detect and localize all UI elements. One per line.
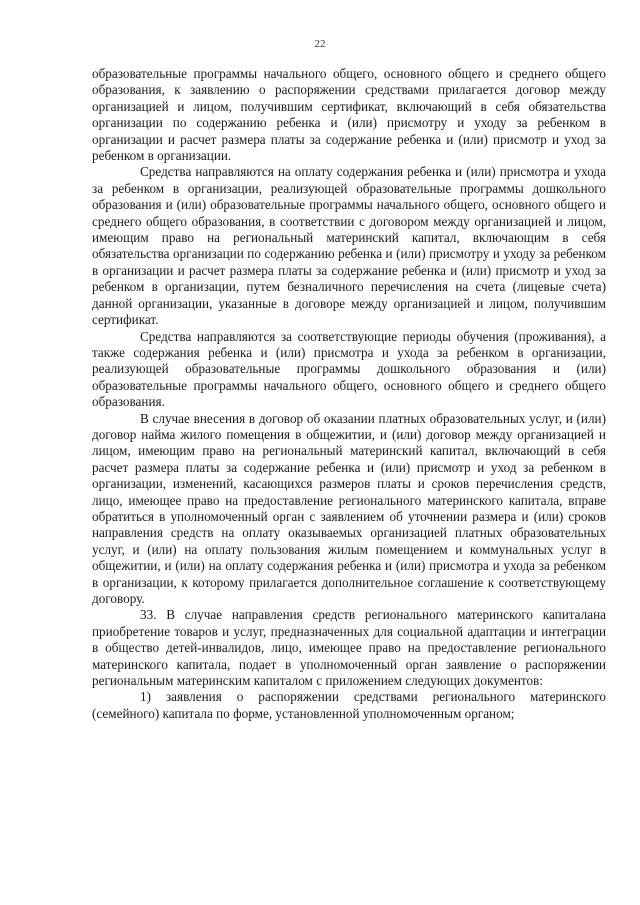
paragraph: В случае внесения в договор об оказании платных образовательных услуг, и (или) договор найма жилого помещения в общежитии, и (или) договор между организацией и лицом, имеющим право на региональный материнский капитал, включающий в себя расчет размера платы за содержание ребенка и (или) присмотр и уход за ребенком в организации, изменений, касающихся размеров платы и сроков перечисления средств, лицо, имеющее право на предоставление регионального материнского капитала, вправе обратиться в уполномоченный орган с заявлением об уточнении размера и (или) сроков направления средств на оплату оказываемых организацией платных образовательных услуг, и (или) на оплату пользования жилым помещением и коммунальных услуг в общежитии, и (или) на оплату содержания ребенка и (или) присмотра и ухода за ребенком в организации, к которому прилагается дополнительное соглашение к соответствующему договору.: [92, 410, 606, 606]
paragraph-continuation: образовательные программы начального общего, основного общего и среднего общего образования, к заявлению о распоряжении средствами прилагается договор между организацией и лицом, получившим сертификат, включающий в себя обязательства организации по содержанию ребенка и (или) присмотру и уходу за ребенком в организации и расчет размера платы за содержание ребенка и (или) присмотр и уход за ребенком в организации.: [92, 66, 606, 164]
paragraph: Средства направляются за соответствующие периоды обучения (проживания), а также содержания ребенка и (или) присмотра и ухода за ребенком в организации, реализующей образовательные программы дошкольного образования и (или) образовательные программы начального общего, основного общего и среднего общего образования.: [92, 328, 606, 410]
list-item: 1) заявления о распоряжении средствами регионального материнского (семейного) капитала по форме, установленной уполномоченным органом;: [92, 689, 606, 721]
page-number: 22: [314, 38, 326, 50]
paragraph: Средства направляются на оплату содержания ребенка и (или) присмотра и ухода за ребенком в организации, реализующей образовательные программы дошкольного образования и (или) образовательные программы начального общего, основного общего и среднего общего образования, в соответствии с договором между организацией и лицом, имеющим право на региональный материнский капитал, включающим в себя обязательства организации по содержанию ребенка и (или) присмотру и уходу за ребенком в организации и расчет размера платы за содержание ребенка и (или) присмотр и уход за ребенком в организации, путем безналичного перечисления на счета (лицевые счета) данной организации, указанные в договоре между организацией и лицом, получившим сертификат.: [92, 164, 606, 328]
document-body: [92, 66, 606, 722]
paragraph-clause-33: 33. В случае направления средств регионального материнского капиталана приобретение товаров и услуг, предназначенных для социальной адаптации и интеграции в общество детей-инвалидов, лицо, имеющее право на предоставление регионального материнского капитала, подает в уполномоченный орган заявление о распоряжении региональным материнским капиталом с приложением следующих документов:: [92, 607, 606, 689]
